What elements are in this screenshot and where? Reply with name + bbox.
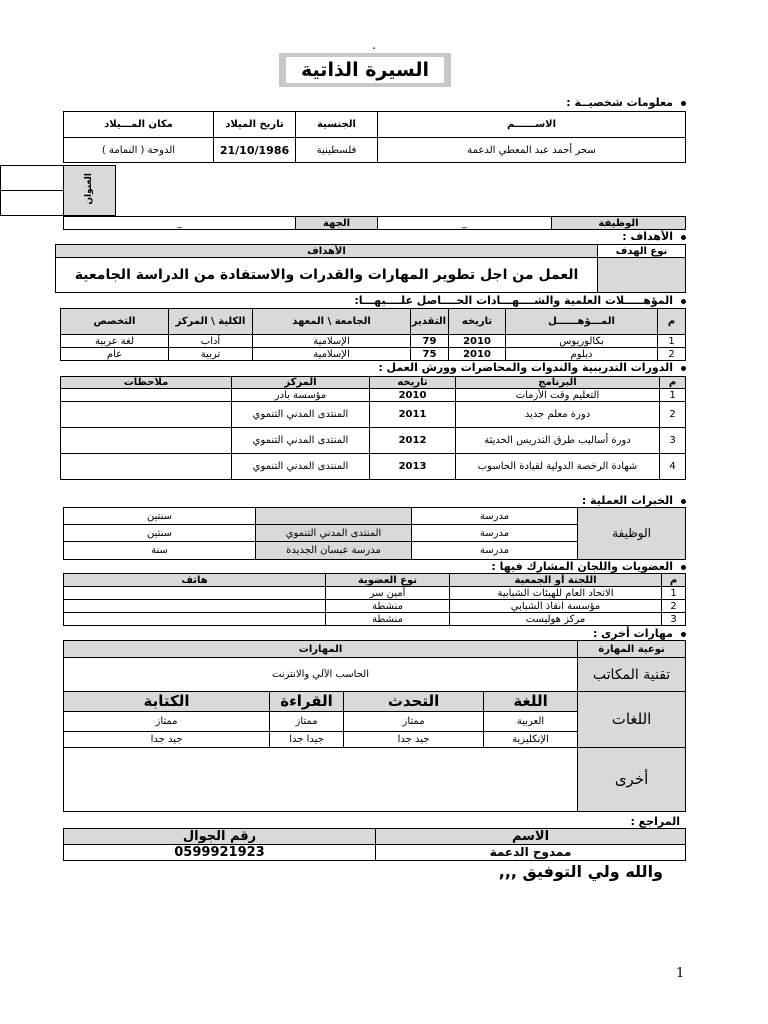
memberships-table xyxy=(63,573,686,626)
course-cell: 2012 xyxy=(370,428,456,454)
qual-cell: 2010 xyxy=(449,348,506,361)
goals-table xyxy=(55,244,686,293)
qual-cell: الإسلامية xyxy=(253,335,411,348)
address-label: العنوان xyxy=(84,173,94,205)
exp-cell: مدرسة xyxy=(412,542,578,560)
address-table xyxy=(0,165,116,216)
course-header: م xyxy=(660,377,686,389)
qual-header: الجامعة \ المعهد xyxy=(253,309,411,335)
references-table xyxy=(63,828,686,861)
title-frame xyxy=(279,53,451,87)
address-cell-1 xyxy=(1,166,64,191)
exp-cell: المنتدى المدني التنموي xyxy=(256,525,412,542)
qual-cell: عام xyxy=(61,348,169,361)
job-value: _ xyxy=(378,217,552,230)
header-pob: مكان المـــيلاد xyxy=(64,112,214,138)
ref-header-name: الاسم xyxy=(376,829,686,845)
page-number: 1 xyxy=(676,966,685,981)
address-label-cell xyxy=(64,166,116,216)
course-cell: 4 xyxy=(660,454,686,480)
languages-label: اللغات xyxy=(578,692,686,748)
section-courses xyxy=(378,361,686,374)
qual-cell: 2010 xyxy=(449,335,506,348)
section-memberships xyxy=(491,560,686,573)
course-cell: 3 xyxy=(660,428,686,454)
qual-cell: بكالوريوس xyxy=(506,335,658,348)
address-cell-2 xyxy=(1,191,64,216)
qual-header: الكلية \ المركز xyxy=(169,309,253,335)
course-cell xyxy=(61,402,232,428)
course-cell: 2013 xyxy=(370,454,456,480)
course-header: المركز xyxy=(232,377,370,389)
membership-header: هاتف xyxy=(64,574,326,587)
membership-cell: الاتحاد العام للهيئات الشبابية xyxy=(450,587,662,600)
membership-cell: منشطة xyxy=(326,613,450,626)
section-personal-heading: معلومات شخصيــة : xyxy=(566,96,673,109)
skills-header: المهارات xyxy=(64,641,578,658)
section-experience xyxy=(582,494,686,507)
qualifications-table xyxy=(60,308,686,361)
job-table xyxy=(63,216,686,230)
course-cell: 2 xyxy=(660,402,686,428)
course-cell: المنتدى المدني التنموي xyxy=(232,402,370,428)
skill-type-label: نوعية المهارة xyxy=(578,641,686,658)
value-pob: الدوحة ( النمامة ) xyxy=(64,138,214,163)
bullet-icon xyxy=(681,101,686,106)
lang-cell: الإنكليزية xyxy=(484,732,578,748)
ref-name: ممدوح الدعمة xyxy=(376,845,686,861)
value-name: سحر أحمد عبد المعطي الدعمة xyxy=(378,138,686,163)
lang-cell: ممتاز xyxy=(270,712,344,732)
section-goals xyxy=(622,230,686,243)
goal-type-value xyxy=(598,258,686,293)
membership-header: اللجنة أو الجمعية xyxy=(450,574,662,587)
lang-cell: جيد جدا xyxy=(344,732,484,748)
section-experience-heading: الخبرات العملية : xyxy=(581,494,673,507)
section-qualifications xyxy=(354,294,686,307)
header-name: الاســــــم xyxy=(378,112,686,138)
course-cell: التعليم وقت الأزمات xyxy=(456,389,660,402)
section-skills-heading: مهارات أخرى : xyxy=(592,627,673,640)
experience-table xyxy=(63,507,686,560)
membership-cell: أمين سر xyxy=(326,587,450,600)
org-value: _ xyxy=(64,217,296,230)
exp-cell xyxy=(256,508,412,525)
course-header: ملاحظات xyxy=(61,377,232,389)
course-cell xyxy=(61,454,232,480)
course-cell: 2010 xyxy=(370,389,456,402)
qual-cell: الإسلامية xyxy=(253,348,411,361)
section-courses-heading: الدورات التدريبية والندوات والمحاضرات وورش العمل : xyxy=(378,361,673,374)
lang-cell: العربية xyxy=(484,712,578,732)
section-goals-heading: الأهداف : xyxy=(622,230,673,243)
membership-cell: 3 xyxy=(662,613,686,626)
course-cell xyxy=(61,389,232,402)
section-personal xyxy=(566,96,686,109)
lang-header: الكتابة xyxy=(64,692,270,712)
course-cell: 1 xyxy=(660,389,686,402)
qual-cell: آداب xyxy=(169,335,253,348)
course-cell: المنتدى المدني التنموي xyxy=(232,428,370,454)
lang-cell: ممتاز xyxy=(64,712,270,732)
lang-header: التحدث xyxy=(344,692,484,712)
exp-cell: مدرسة xyxy=(412,508,578,525)
membership-cell: 1 xyxy=(662,587,686,600)
bullet-icon xyxy=(681,632,686,637)
qual-header: م xyxy=(658,309,686,335)
tech-value: الحاسب الآلي والانترنت xyxy=(64,658,578,692)
qual-cell: تربية xyxy=(169,348,253,361)
course-cell xyxy=(61,428,232,454)
qual-cell: 2 xyxy=(658,348,686,361)
value-dob: 21/10/1986 xyxy=(214,138,296,163)
org-label: الجهة xyxy=(296,217,378,230)
membership-cell: 2 xyxy=(662,600,686,613)
bullet-icon xyxy=(681,366,686,371)
goal-type-label: نوع الهدف xyxy=(598,245,686,258)
membership-cell xyxy=(64,613,326,626)
bullet-icon xyxy=(681,499,686,504)
qual-header: التخصص xyxy=(61,309,169,335)
qual-header: التقدير xyxy=(411,309,449,335)
exp-cell: سنتين xyxy=(64,508,256,525)
experience-label: الوظيفة xyxy=(578,508,686,560)
bullet-icon xyxy=(681,565,686,570)
section-memberships-heading: العضويات واللجان المشارك فيها : xyxy=(491,560,673,573)
references-heading: المراجع : xyxy=(630,815,680,828)
courses-table xyxy=(60,376,686,480)
header-nationality: الجنسية xyxy=(296,112,378,138)
other-value xyxy=(64,748,578,812)
course-cell: المنتدى المدني التنموي xyxy=(232,454,370,480)
section-qualifications-heading: المؤهـــــلات العلمية والشــــهـــادات الحــــاصل علــــيهـــا: xyxy=(354,294,673,307)
qual-cell: 79 xyxy=(411,335,449,348)
qual-cell: 75 xyxy=(411,348,449,361)
course-cell: شهادة الرخصة الدولية لقيادة الحاسوب xyxy=(456,454,660,480)
closing-text: والله ولي التوفيق ,,, xyxy=(498,862,663,881)
header-dob: تاريخ الميلاد xyxy=(214,112,296,138)
membership-cell: مركز هوليست xyxy=(450,613,662,626)
personal-table xyxy=(63,111,686,163)
course-cell: 2011 xyxy=(370,402,456,428)
course-cell: دورة أساليب طرق التدريس الحديثة xyxy=(456,428,660,454)
membership-header: نوع العضوية xyxy=(326,574,450,587)
qual-cell: لغة عربية xyxy=(61,335,169,348)
qual-cell: دبلوم xyxy=(506,348,658,361)
goals-header: الأهداف xyxy=(56,245,598,258)
course-cell: دورة معلم جديد xyxy=(456,402,660,428)
lang-cell: ممتاز xyxy=(344,712,484,732)
bullet-icon xyxy=(681,235,686,240)
membership-header: م xyxy=(662,574,686,587)
membership-cell: مؤسسة انقاذ الشبابي xyxy=(450,600,662,613)
section-skills xyxy=(593,627,686,640)
job-label: الوظيفة xyxy=(552,217,686,230)
exp-cell: سنتين xyxy=(64,525,256,542)
ref-phone: 0599921923 xyxy=(64,845,376,861)
lang-cell: جيدا جدا xyxy=(270,732,344,748)
ref-header-phone: رقم الجوال xyxy=(64,829,376,845)
membership-cell xyxy=(64,600,326,613)
qual-cell: 1 xyxy=(658,335,686,348)
tech-label: تقنية المكاتب xyxy=(578,658,686,692)
exp-cell: مدرسة xyxy=(412,525,578,542)
lang-cell: جيد جدا xyxy=(64,732,270,748)
goals-text: العمل من اجل تطوير المهارات والقدرات والاستفادة من الدراسة الجامعية xyxy=(56,258,598,293)
qual-header: تاريخه xyxy=(449,309,506,335)
course-header: تاريخه xyxy=(370,377,456,389)
course-header: البرنامج xyxy=(456,377,660,389)
membership-cell: منشطة xyxy=(326,600,450,613)
exp-cell: سنة xyxy=(64,542,256,560)
skills-table xyxy=(63,640,686,812)
value-nationality: فلسطينية xyxy=(296,138,378,163)
course-cell: مؤسسة بادر xyxy=(232,389,370,402)
lang-header: القراءة xyxy=(270,692,344,712)
bullet-icon xyxy=(681,299,686,304)
membership-cell xyxy=(64,587,326,600)
title-mark: . xyxy=(372,38,376,52)
lang-header: اللغة xyxy=(484,692,578,712)
exp-cell: مدرسة عبسان الجديدة xyxy=(256,542,412,560)
qual-header: المـــؤهــــــل xyxy=(506,309,658,335)
page-title: السيرة الذاتية xyxy=(286,57,444,83)
other-label: أخرى xyxy=(578,748,686,812)
